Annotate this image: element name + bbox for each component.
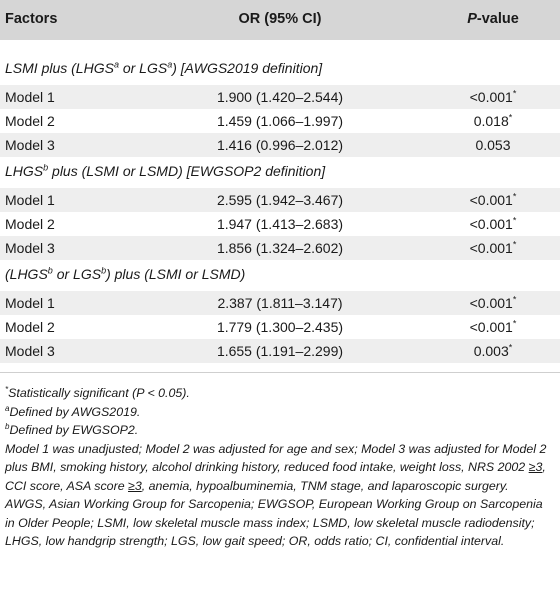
footnote-b — [5, 421, 555, 440]
p-value: <0.001 — [469, 295, 513, 311]
row-or: 1.459 (1.066–1.997) — [216, 113, 344, 129]
row-or: 1.856 (1.324–2.602) — [216, 240, 344, 256]
footnote-text: Model 1 was unadjusted; Model 2 was adjusted for age and sex; Model 3 was adjusted for Model 2 plus BMI, smoking history, alcohol drinking history, reduced food intake, weight loss, NRS 2002 — [5, 441, 547, 474]
footnote-models — [5, 440, 555, 496]
footnote-text: AWGS, Asian Working Group for Sarcopenia; EWGSOP, European Working Group on Sarcopenia in Older People; LSMI, low skeletal muscle mass index; LSMD, low skeletal muscle radiodensity; LHGS, low handgrip strength; LGS, low gait speed; OR, odds ratio; CI, confidential interval. — [5, 497, 543, 548]
footnote-text: Defined by EWGSOP2. — [9, 423, 139, 437]
sig-marker: * — [512, 239, 517, 250]
footnote-marker: a — [113, 59, 119, 70]
row-label: Model 1 — [5, 192, 55, 208]
row-p — [438, 137, 548, 153]
row-p — [438, 113, 548, 129]
footnote-text: , CCI score, ASA score — [5, 460, 546, 493]
table-row — [0, 133, 560, 157]
row-label: Model 1 — [5, 295, 55, 311]
table-row — [0, 339, 560, 363]
row-or: 2.595 (1.942–3.467) — [216, 192, 344, 208]
p-value: <0.001 — [469, 216, 513, 232]
footnote-marker: * — [5, 384, 9, 394]
section-title-part: or LGS — [118, 60, 168, 76]
section-title — [5, 60, 322, 76]
section-title-part: LHGS — [5, 163, 44, 179]
section-awgs2019 — [0, 54, 560, 85]
sig-marker: * — [512, 294, 517, 305]
p-value: <0.001 — [469, 240, 513, 256]
section-title-part: or LGS — [52, 266, 102, 282]
row-or: 1.779 (1.300–2.435) — [216, 319, 344, 335]
p-value: 0.053 — [475, 137, 511, 153]
row-or: 1.947 (1.413–2.683) — [216, 216, 344, 232]
row-p — [438, 319, 548, 335]
sig-marker: * — [512, 215, 517, 226]
row-label: Model 2 — [5, 113, 55, 129]
p-value: <0.001 — [469, 192, 513, 208]
table-row — [0, 109, 560, 133]
footnote-marker: b — [101, 265, 107, 276]
sig-marker: * — [512, 318, 517, 329]
row-or: 1.655 (1.191–2.299) — [216, 343, 344, 359]
footnote-marker: a — [5, 403, 10, 413]
table-row — [0, 212, 560, 236]
row-p — [438, 295, 548, 311]
footnote-text: Statistically significant (P < 0.05). — [8, 386, 190, 400]
row-label: Model 2 — [5, 216, 55, 232]
footnote-abbreviations — [5, 495, 555, 551]
p-value: 0.003 — [473, 343, 509, 359]
row-label: Model 1 — [5, 89, 55, 105]
row-p — [438, 343, 548, 359]
footnote-marker: b — [47, 265, 53, 276]
footnote-marker: b — [43, 162, 49, 173]
row-label: Model 3 — [5, 137, 55, 153]
header-p-suffix: -value — [476, 11, 519, 27]
header-or: OR (95% CI) — [238, 11, 322, 27]
section-title-part: ) plus (LSMI or LSMD) — [106, 266, 246, 282]
row-or: 2.387 (1.811–3.147) — [217, 295, 343, 311]
section-title-part: LSMI plus (LHGS — [5, 60, 114, 76]
footnote-text: , anemia, hypoalbuminemia, TNM stage, and laparoscopic surgery. — [141, 478, 509, 493]
p-value: 0.018 — [473, 113, 509, 129]
footnote-a — [5, 403, 555, 422]
section-title — [5, 266, 245, 282]
footnote-significance — [5, 384, 555, 403]
table-row — [0, 236, 560, 260]
row-or: 1.900 (1.420–2.544) — [216, 89, 344, 105]
sig-marker: * — [512, 88, 517, 99]
table-divider — [0, 372, 560, 373]
table-row — [0, 315, 560, 339]
header-p-italic: P — [467, 11, 477, 27]
sig-marker: * — [508, 342, 513, 353]
footnote-ge-symbol: ≥3 — [128, 478, 142, 493]
table-row — [0, 85, 560, 109]
header-p-value — [438, 11, 548, 27]
section-ewgsop2 — [0, 157, 560, 188]
table-footnotes — [5, 384, 555, 551]
row-p — [438, 89, 548, 105]
footnote-marker: a — [167, 59, 173, 70]
row-or: 1.416 (0.996–2.012) — [216, 137, 344, 153]
footnote-marker: b — [5, 421, 10, 431]
row-p — [438, 240, 548, 256]
footnote-ge-symbol: ≥3 — [528, 460, 543, 474]
row-label: Model 2 — [5, 319, 55, 335]
table-header — [0, 0, 560, 40]
section-title-part: ) [AWGS2019 definition] — [172, 60, 323, 76]
row-label: Model 3 — [5, 240, 55, 256]
section-title-part: (LHGS — [5, 266, 48, 282]
p-value: <0.001 — [469, 319, 513, 335]
section-title-part: plus (LSMI or LSMD) [EWGSOP2 definition] — [48, 163, 326, 179]
section-combined — [0, 260, 560, 291]
row-label: Model 3 — [5, 343, 55, 359]
sig-marker: * — [512, 191, 517, 202]
p-value: <0.001 — [469, 89, 513, 105]
sig-marker: * — [508, 112, 513, 123]
section-title — [5, 163, 325, 179]
header-factors: Factors — [5, 11, 58, 27]
table-row — [0, 188, 560, 212]
row-p — [438, 192, 548, 208]
table-row — [0, 291, 560, 315]
footnote-text: Defined by AWGS2019. — [9, 404, 141, 419]
row-p — [438, 216, 548, 232]
